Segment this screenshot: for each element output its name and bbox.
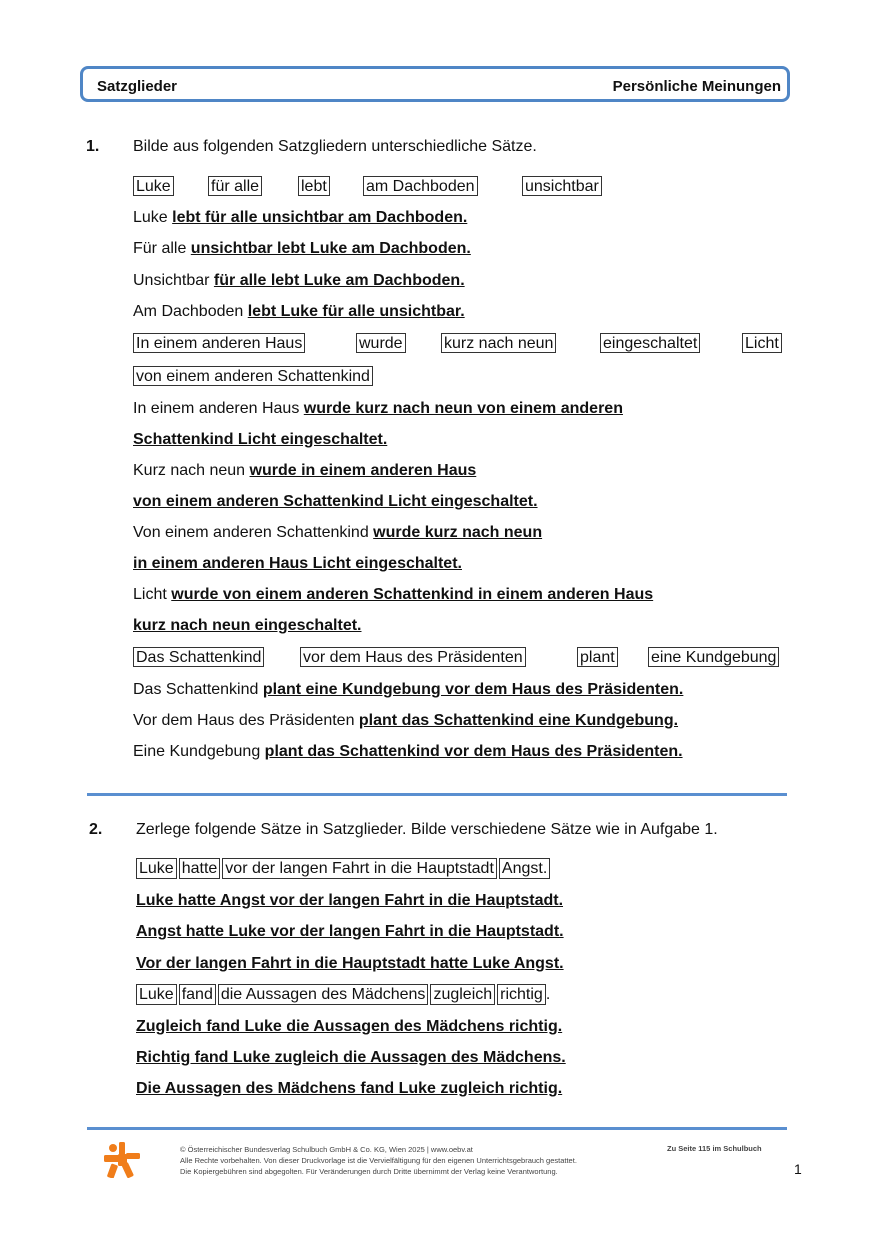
answer-line: Die Aussagen des Mädchens fand Luke zugleich richtig.: [136, 1080, 563, 1097]
answer-line: Luke lebt für alle unsichtbar am Dachboden.: [133, 209, 468, 226]
answer-line: Richtig fand Luke zugleich die Aussagen des Mädchens.: [136, 1049, 566, 1066]
answer-line: Kurz nach neun wurde in einem anderen Haus: [133, 462, 477, 479]
header-topic: Satzglieder: [97, 78, 178, 95]
copyright-note: © Österreichischer Bundesverlag Schulbuch GmbH & Co. KG, Wien 2025 | www.oebv.at Alle Rechte vorbehalten. Von dieser Druckvorlage ist die Vervielfältigung für den eigenen Unterrichtsgebrauch gestattet. Die Kopiergebühren sind abgegolten. Für Veränderungen durch Dritte übernimmt der Verlag keine Verantwortung.: [180, 1145, 577, 1176]
task2-boxes-b: Luke fand die Aussagen des Mädchens zugleich richtig .: [136, 984, 550, 1006]
answer-line: Für alle unsichtbar lebt Luke am Dachboden.: [133, 240, 471, 257]
textbook-reference: Zu Seite 115 im Schulbuch: [667, 1144, 762, 1153]
satzglied-box: Luke: [133, 176, 174, 196]
satzglied-box: eingeschaltet: [600, 333, 700, 353]
answer-line: Angst hatte Luke vor der langen Fahrt in die Hauptstadt.: [136, 923, 564, 940]
answer-line: Vor dem Haus des Präsidenten plant das Schattenkind eine Kundgebung.: [133, 712, 679, 729]
task2-number: 2.: [89, 821, 103, 838]
satzglied-box: plant: [577, 647, 618, 667]
satzglied-box: Luke: [136, 858, 177, 879]
satzglied-box: richtig: [497, 984, 546, 1005]
task1-instruction: Bilde aus folgenden Satzgliedern unterschiedliche Sätze.: [133, 138, 537, 155]
task1-boxes-b2: [0, 366, 890, 388]
task1-number: 1.: [86, 138, 100, 155]
answer-line: in einem anderen Haus Licht eingeschaltet.: [133, 555, 462, 572]
satzglied-box: unsichtbar: [522, 176, 602, 196]
answer-line: Schattenkind Licht eingeschaltet.: [133, 431, 388, 448]
satzglied-box: zugleich: [430, 984, 495, 1005]
answer-line: Zugleich fand Luke die Aussagen des Mädchens richtig.: [136, 1018, 563, 1035]
satzglied-box: am Dachboden: [363, 176, 478, 196]
answer-line: von einem anderen Schattenkind Licht eingeschaltet.: [133, 493, 538, 510]
satzglied-box: Luke: [136, 984, 177, 1005]
satzglied-box: kurz nach neun: [441, 333, 556, 353]
task2-instruction: Zerlege folgende Sätze in Satzglieder. Bilde verschiedene Sätze wie in Aufgabe 1.: [136, 821, 718, 838]
satzglied-box: Das Schattenkind: [133, 647, 264, 667]
answer-line: Luke hatte Angst vor der langen Fahrt in die Hauptstadt.: [136, 892, 564, 909]
satzglied-box: von einem anderen Schattenkind: [133, 366, 373, 386]
page-number: 1: [794, 1161, 802, 1177]
answer-line: Licht wurde von einem anderen Schattenkind in einem anderen Haus: [133, 586, 654, 603]
task2-boxes-a: [136, 858, 552, 880]
section-divider: [87, 793, 787, 796]
answer-line: Unsichtbar für alle lebt Luke am Dachboden.: [133, 272, 465, 289]
answer-line: Am Dachboden lebt Luke für alle unsichtbar.: [133, 303, 465, 320]
satzglied-box: vor dem Haus des Präsidenten: [300, 647, 526, 667]
satzglied-box: hatte: [179, 858, 221, 879]
answer-line: Von einem anderen Schattenkind wurde kurz nach neun: [133, 524, 543, 541]
publisher-logo-icon: [104, 1142, 140, 1178]
satzglied-box: wurde: [356, 333, 406, 353]
satzglied-box: Angst.: [499, 858, 550, 879]
satzglied-box: für alle: [208, 176, 262, 196]
page-header: [80, 66, 790, 102]
answer-line: kurz nach neun eingeschaltet.: [133, 617, 362, 634]
satzglied-box: Licht: [742, 333, 782, 353]
satzglied-box: vor der langen Fahrt in die Hauptstadt: [222, 858, 497, 879]
satzglied-box: die Aussagen des Mädchens: [218, 984, 429, 1005]
satzglied-box: eine Kundgebung: [648, 647, 779, 667]
task1-boxes-b: [0, 333, 890, 355]
satzglied-box: lebt: [298, 176, 330, 196]
satzglied-box: In einem anderen Haus: [133, 333, 305, 353]
satzglied-box: fand: [179, 984, 216, 1005]
answer-line: In einem anderen Haus wurde kurz nach neun von einem anderen: [133, 400, 623, 417]
answer-line: Eine Kundgebung plant das Schattenkind vor dem Haus des Präsidenten.: [133, 743, 683, 760]
task1-boxes-a: [0, 176, 890, 198]
answer-line: Das Schattenkind plant eine Kundgebung vor dem Haus des Präsidenten.: [133, 681, 684, 698]
answer-line: Vor der langen Fahrt in die Hauptstadt hatte Luke Angst.: [136, 955, 564, 972]
footer-divider: [87, 1127, 787, 1130]
header-subtopic: Persönliche Meinungen: [612, 78, 781, 95]
task1-boxes-c: [0, 647, 890, 669]
